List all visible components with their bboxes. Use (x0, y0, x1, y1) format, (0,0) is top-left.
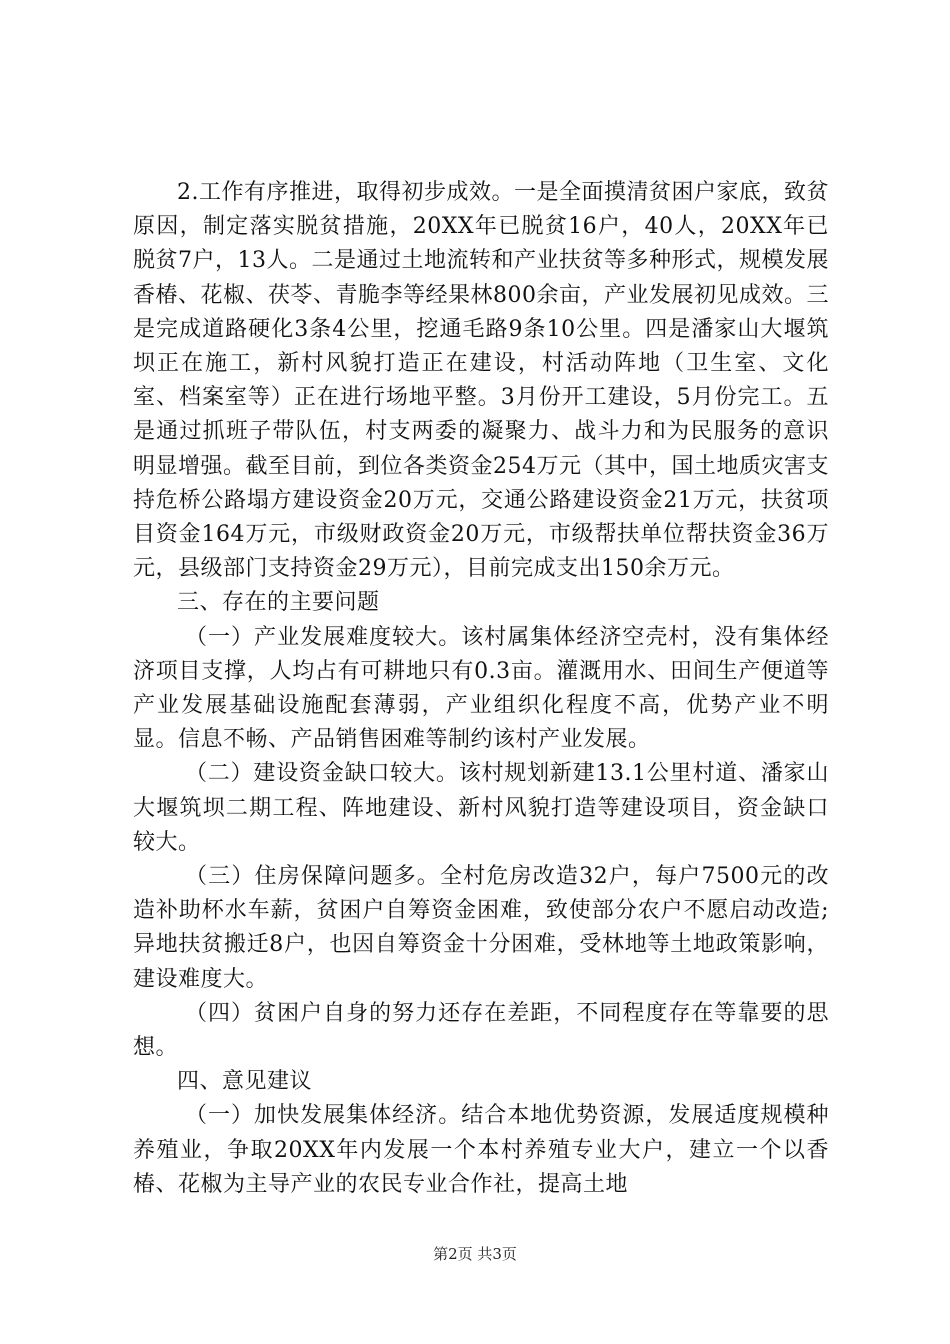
paragraph-problem-4: （四）贫困户自身的努力还存在差距，不同程度存在等靠要的思想。 (133, 1000, 829, 1061)
paragraph-progress: 2.工作有序推进，取得初步成效。一是全面摸清贫困户家底，致贫原因，制定落实脱贫措施，20XX年已脱贫16户，40人，20XX年已脱贫7户，13人。二是通过土地流转和产业扶贫等多种形式，规模发展香椿、花椒、茯苓、青脆李等经果林800余亩，产业发展初见成效。三是完成道路硬化3条4公里，挖通毛路9条10公里。四是潘家山大堰筑坝正在施工，新村风貌打造正在建设，村活动阵地（卫生室、文化室、档案室等）正在进行场地平整。3月份开工建设，5月份完工。五是通过抓班子带队伍，村支两委的凝聚力、战斗力和为民服务的意识明显增强。截至目前，到位各类资金254万元（其中，国土地质灾害支持危桥公路塌方建设资金20万元，交通公路建设资金21万元，扶贫项目资金164万元，市级财政资金20万元，市级帮扶单位帮扶资金36万元，县级部门支持资金29万元），目前完成支出150余万元。 (133, 180, 829, 582)
page-footer: 第2页 共3页 (433, 1245, 517, 1263)
document-body (133, 176, 829, 1202)
paragraph-problem-3: （三）住房保障问题多。全村危房改造32户，每户7500元的改造补助杯水车薪，贫困户自筹资金困难，致使部分农户不愿启动改造;异地扶贫搬迁8户，也因自筹资金十分困难，受林地等土地政策影响，建设难度大。 (133, 864, 829, 992)
paragraph-suggestion-1: （一）加快发展集体经济。结合本地优势资源，发展适度规模种养殖业，争取20XX年内发展一个本村养殖专业大户，建立一个以香椿、花椒为主导产业的农民专业合作社，提高土地 (133, 1103, 829, 1197)
paragraph-problem-1: （一）产业发展难度较大。该村属集体经济空壳村，没有集体经济项目支撑，人均占有可耕地只有0.3亩。灌溉用水、田间生产便道等产业发展基础设施配套薄弱，产业组织化程度不高，优势产业不明显。信息不畅、产品销售困难等制约该村产业发展。 (133, 624, 829, 753)
paragraph-problem-2: （二）建设资金缺口较大。该村规划新建13.1公里村道、潘家山大堰筑坝二期工程、阵地建设、新村风貌打造等建设项目，资金缺口较大。 (133, 761, 829, 855)
section-heading-suggestions: 四、意见建议 (177, 1069, 313, 1095)
section-heading-problems: 三、存在的主要问题 (177, 590, 380, 616)
